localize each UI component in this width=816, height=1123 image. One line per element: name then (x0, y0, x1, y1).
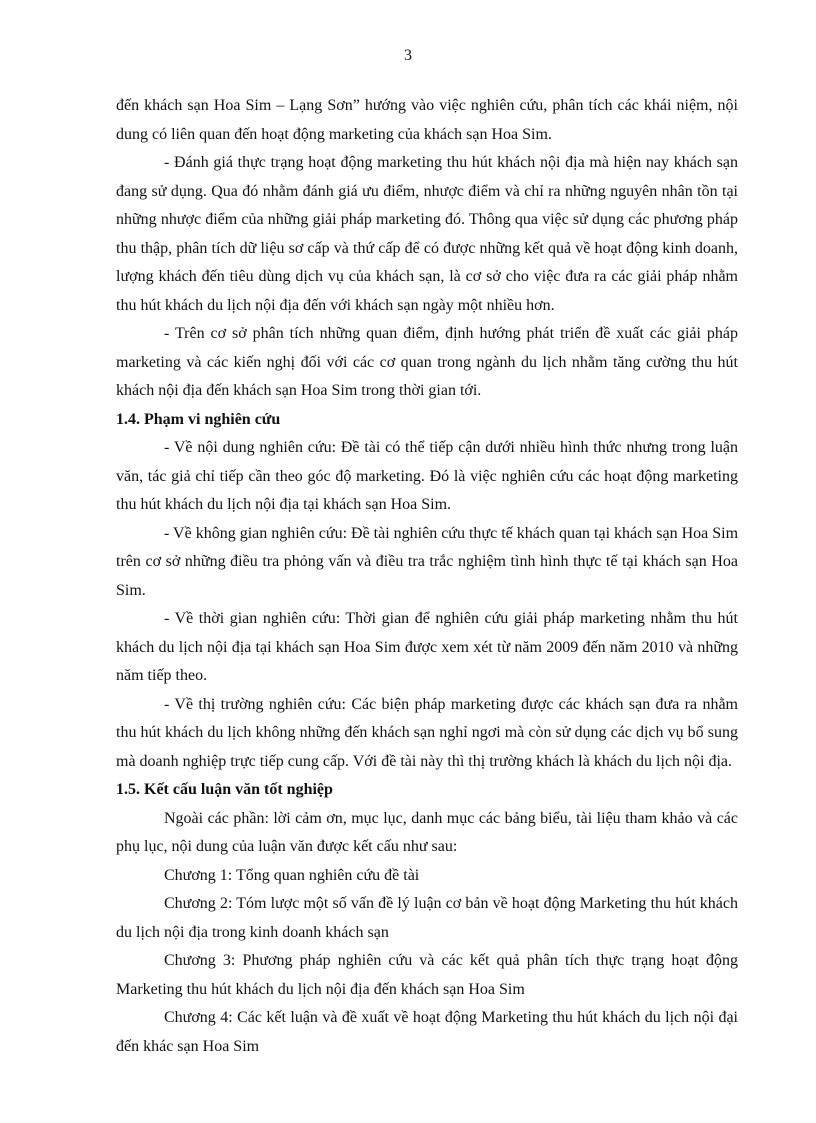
chapter-item-1: Chương 1: Tổng quan nghiên cứu đề tài (164, 866, 420, 884)
paragraph-propose: - Trên cơ sở phân tích những quan điểm, định hướng phát triển đề xuất các giải pháp marketing và các kiến nghị đối với các cơ quan trong ngành du lịch nhằm tăng cường thu hút khách nội địa đến khách sạn Hoa Sim trong thời gian tới. (116, 325, 738, 399)
paragraph-evaluate: - Đánh giá thực trạng hoạt động marketing thu hút khách nội địa mà hiện nay khách sạn đang sử dụng. Qua đó nhằm đánh giá ưu điểm, nhược điểm và chỉ ra những nguyên nhân tồn tại những nhược điểm của những giải pháp marketing đó. Thông qua việc sử dụng các phương pháp thu thập, phân tích dữ liệu sơ cấp và thứ cấp để có được những kết quả về hoạt động kinh doanh, lượng khách đến tiêu dùng dịch vụ của khách sạn, là cơ sở cho việc đưa ra các giải pháp nhằm thu hút khách du lịch nội địa đến với khách sạn ngày một nhiều hơn. (116, 154, 738, 314)
chapter-item-4: Chương 4: Các kết luận và đề xuất về hoạt động Marketing thu hút khách du lịch nội đại đến khác sạn Hoa Sim (116, 1009, 738, 1055)
page-number: 3 (404, 47, 412, 64)
chapter-item-2: Chương 2: Tóm lược một số vấn đề lý luận cơ bản về hoạt động Marketing thu hút khách du lịch nội địa trong kinh doanh khách sạn (116, 895, 738, 941)
paragraph-scope-space: - Về không gian nghiên cứu: Đề tài nghiên cứu thực tế khách quan tại khách sạn Hoa Sim trên cơ sở những điều tra phỏng vấn và điều tra trắc nghiệm tình hình thực tế tại khách sạn Hoa Sim. (116, 524, 739, 599)
paragraph-scope-market: - Về thị trường nghiên cứu: Các biện pháp marketing được các khách sạn đưa ra nhằm thu hút khách du lịch không những đến khách sạn nghỉ ngơi mà còn sử dụng các dịch vụ bổ sung mà doanh nghiệp trực tiếp cung cấp. Với đề tài này thì thị trường khách là khách du lịch nội địa. (116, 695, 738, 770)
section-heading-structure: 1.5. Kết cấu luận văn tốt nghiệp (116, 781, 333, 798)
section-heading-scope: 1.4. Phạm vi nghiên cứu (116, 410, 281, 428)
paragraph-scope-content: - Về nội dung nghiên cứu: Đề tài có thể tiếp cận dưới nhiều hình thức nhưng trong luận văn, tác giả chỉ tiếp cần theo góc độ marketing. Đó là việc nghiên cứu các hoạt động marketing thu hút khách du lịch nội địa tại khách sạn Hoa Sim. (116, 439, 738, 513)
chapter-item-3: Chương 3: Phương pháp nghiên cứu và các kết quả phân tích thực trạng hoạt động Marketing thu hút khách du lịch nội địa đến khách sạn Hoa Sim (116, 952, 738, 998)
paragraph-structure-intro: Ngoài các phần: lời cảm ơn, mục lục, danh mục các bảng biểu, tài liệu tham khảo và các phụ lục, nội dung của luận văn được kết cấu như sau: (116, 809, 738, 855)
paragraph-scope-time: - Về thời gian nghiên cứu: Thời gian để nghiên cứu giải pháp marketing nhằm thu hút khách du lịch nội địa tại khách sạn Hoa Sim được xem xét từ năm 2009 đến năm 2010 và những năm tiếp theo. (116, 610, 738, 684)
body-text (116, 92, 738, 1061)
paragraph-intro-continued: đến khách sạn Hoa Sim – Lạng Sơn” hướng vào việc nghiên cứu, phân tích các khái niệm, nội dung có liên quan đến hoạt động marketing của khách sạn Hoa Sim. (116, 97, 738, 143)
